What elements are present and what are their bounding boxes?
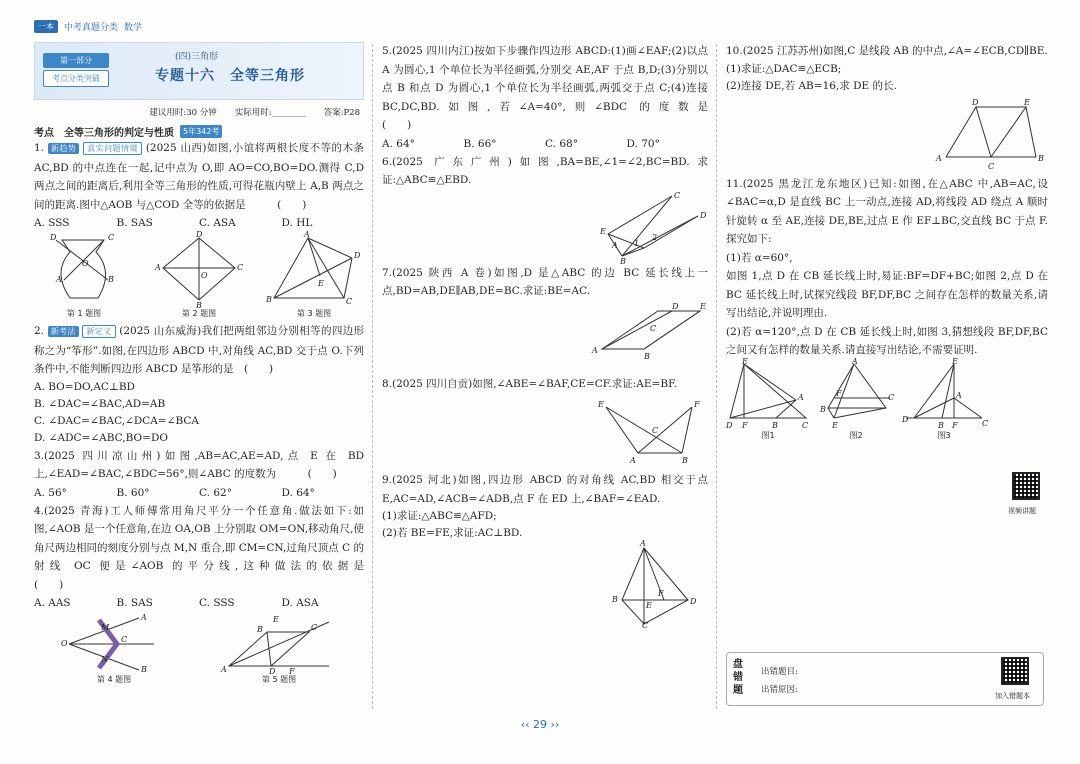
svg-text:A: A xyxy=(221,665,227,674)
option: A. 56° xyxy=(34,486,67,499)
svg-text:A: A xyxy=(141,613,147,622)
svg-text:C: C xyxy=(652,426,659,435)
figure-caption: 图3 xyxy=(937,430,951,440)
svg-text:A: A xyxy=(798,392,804,402)
top-bar xyxy=(34,18,142,34)
option: A. AAS xyxy=(34,597,71,609)
svg-text:A: A xyxy=(936,153,942,163)
figure-11-3 xyxy=(902,356,989,441)
svg-text:D: D xyxy=(269,667,276,676)
svg-text:B: B xyxy=(141,665,147,674)
question-11: 11.(2025 黑龙江龙东地区)已知:如图,在△ABC 中,AB=AC,设∠BAC=α,D 是直线 BC 上一动点,连接 AD,将线段 AD 绕点 A 顺时针旋转 α 至 AE,连接 DE,BE,过点 E 作 EF⊥BC,交直线 BC 于点 F.探究如下: xyxy=(726,177,1048,245)
q4-options xyxy=(34,594,364,612)
question-7: 7.(2025 陕西 A 卷)如图,D 是△ABC 的边 BC 延长线上一点,BD=AB,DE∥AB,DE=BC.求证:BE=AC. xyxy=(382,266,708,297)
svg-text:D: D xyxy=(196,230,203,239)
svg-text:A: A xyxy=(592,345,598,355)
figure-3 xyxy=(264,232,364,322)
figure-caption: 图2 xyxy=(849,430,863,440)
svg-text:C: C xyxy=(802,420,809,430)
svg-text:C: C xyxy=(888,392,895,402)
section-heading xyxy=(34,124,364,139)
svg-text:E: E xyxy=(273,615,279,624)
q11-part1-body: 如图 1,点 D 在 CB 延长线上时,易证:BF=DF+BC;如图 2,点 D 在 BC 延长线上时,试探究线段 BF,DF,BC 之间存在怎样的数量关系,请写出结论,并说明理由. xyxy=(726,270,1048,319)
error-box-label: 盘错题 xyxy=(733,659,743,696)
question-8: 8.(2025 四川自贡)如图,∠ABE=∠BAF,CE=CF.求证:AE=BF. xyxy=(382,377,678,390)
svg-text:2: 2 xyxy=(652,232,658,242)
angle-square-figure xyxy=(59,612,169,674)
svg-text:O: O xyxy=(82,259,89,268)
topic-subtitle: (四)三角形 xyxy=(175,52,219,62)
question-6: 6.(2025 广东广州)如图,BA=BE,∠1=∠2,BC=BD.求证:△ABC≌△EBD. xyxy=(382,155,708,186)
svg-text:C: C xyxy=(346,297,353,306)
svg-text:M: M xyxy=(101,623,110,632)
figure-1 xyxy=(34,232,134,322)
option: B. SAS xyxy=(116,217,153,229)
svg-text:B: B xyxy=(938,420,944,430)
option: B. 66° xyxy=(463,137,497,150)
rotation-figure-1 xyxy=(726,356,810,430)
figures-row-1 xyxy=(34,232,364,322)
topic-title: 专题十六 全等三角形 xyxy=(155,68,305,84)
svg-text:D: D xyxy=(354,251,361,260)
question-badge: 真实问题情境 xyxy=(83,142,142,155)
figure-caption: 第 4 题图 xyxy=(96,675,132,684)
rotation-figure-2 xyxy=(814,356,898,430)
option: D. 64° xyxy=(281,486,315,499)
svg-text:D: D xyxy=(50,233,57,242)
error-qr-label: 加入错题本 xyxy=(995,692,1030,700)
svg-text:B: B xyxy=(266,295,272,304)
svg-text:C: C xyxy=(237,263,244,272)
q8-figure xyxy=(382,393,708,471)
svg-text:1: 1 xyxy=(634,238,640,248)
error-record-box xyxy=(726,652,1044,706)
figures-row-2 xyxy=(34,612,364,685)
brand-logo: 一本 xyxy=(34,20,58,33)
section-badge: 5年342考 xyxy=(180,125,222,138)
question-3: 3.(2025 四川凉山州)如图,AB=AC,AE=AD,点 E 在 BD 上,∠EAD=∠BAC,∠BDC=56°,则∠ABC 的度数为 ( ) xyxy=(34,449,364,480)
question-part: (2)若 BE=FE,求证:AC⊥BD. xyxy=(382,527,523,539)
question-part: (1)求证:△DAC≌△ECB; xyxy=(726,62,842,75)
svg-text:A: A xyxy=(56,275,62,284)
q11-part2: (2)若 α=120°,点 D 在 CB 延长线上时,如图 3,猜想线段 BF,DF,BC 之间又有怎样的数量关系.请直接写出结论,不需要证明. xyxy=(726,325,1048,356)
error-reason-field: 出错原因: xyxy=(761,685,798,695)
question-10: 10.(2025 江苏苏州)如图,C 是线段 AB 的中点,∠A=∠ECB,CD∥BE. xyxy=(726,45,1048,57)
figure-caption: 图1 xyxy=(761,430,775,440)
svg-text:C: C xyxy=(311,623,318,632)
video-qr-label: 视频讲题 xyxy=(1008,507,1036,515)
question-badge: 新趋势 xyxy=(48,143,79,154)
svg-text:A: A xyxy=(852,356,858,366)
svg-text:C: C xyxy=(108,233,115,242)
column-divider xyxy=(372,44,373,709)
svg-text:A: A xyxy=(956,390,962,400)
svg-text:F: F xyxy=(289,667,295,676)
option: B. SAS xyxy=(116,597,153,609)
option: A. BO=DO,AC⊥BD xyxy=(34,380,135,393)
q11-part1: (1)若 α=60°, xyxy=(726,251,793,264)
rhombus-construction-figure xyxy=(219,612,339,674)
figure-4 xyxy=(59,612,169,685)
video-qr-code[interactable] xyxy=(1012,472,1040,500)
svg-text:C: C xyxy=(642,621,649,630)
svg-text:E: E xyxy=(318,279,324,288)
option: B. 60° xyxy=(116,486,150,499)
q9-parts xyxy=(382,508,708,542)
q5-options xyxy=(382,135,708,153)
question-text: (2025 山西)如图,小谊将两根长度不等的木条 AC,BD 的中点连在一起,记中点为 O,即 AO=CO,BO=DO.测得 C,D 两点之间的距离后,利用全等三角形的性质,可得花瓶内壁上 A,B 两点之间的距离.图中△AOB 与△COD 全等的依据是 ( ) xyxy=(34,142,365,211)
svg-text:D: D xyxy=(672,301,679,311)
figure-caption: 第 2 题图 xyxy=(181,309,217,318)
section-label: 考点 全等三角形的判定与性质 xyxy=(34,128,174,139)
svg-text:F: F xyxy=(694,400,700,409)
question-part: (2)连接 DE,若 AB=16,求 DE 的长. xyxy=(726,79,897,92)
q9-figure xyxy=(382,539,708,630)
svg-text:A: A xyxy=(155,263,161,272)
svg-text:A: A xyxy=(630,456,636,465)
option: D. 70° xyxy=(626,137,660,150)
svg-text:A: A xyxy=(640,539,646,548)
answer-page: 答案:P28 xyxy=(323,108,360,118)
actual-time: 实际用时:________ xyxy=(234,108,306,118)
svg-text:D: D xyxy=(972,97,979,107)
svg-text:A: A xyxy=(304,230,310,239)
topic-header xyxy=(34,42,364,100)
svg-text:D: D xyxy=(726,420,733,430)
svg-text:F: F xyxy=(742,420,748,430)
svg-text:B: B xyxy=(820,404,826,414)
option: C. 68° xyxy=(545,137,578,150)
series-name: 中考真题分类 xyxy=(64,22,119,33)
svg-text:E: E xyxy=(1024,97,1030,107)
svg-text:E: E xyxy=(832,420,838,430)
option: A. SSS xyxy=(34,217,70,229)
svg-text:C: C xyxy=(988,161,995,171)
error-question-field: 出错题目: xyxy=(761,667,798,677)
option: C. SSS xyxy=(199,597,235,609)
figure-5 xyxy=(219,612,339,685)
svg-text:B: B xyxy=(644,351,650,361)
question-1: 1. 新趋势 真实问题情境 (2025 山西)如图,小谊将两根长度不等的木条 AC,BD 的中点连在一起,记中点为 O,即 AO=CO,BO=DO.测得 C,D 两点之间的距离后,利用全等三角形的性质,可得花瓶内壁上 A,B 两点之间的距离.图中△AOB 与△COD 全等的依据是 ( ) xyxy=(34,142,365,211)
svg-text:E: E xyxy=(600,226,606,236)
svg-text:E: E xyxy=(700,301,706,311)
option: D. HL xyxy=(281,217,313,229)
svg-text:C: C xyxy=(121,635,128,644)
svg-text:D: D xyxy=(902,414,909,424)
column-right xyxy=(726,42,1048,441)
svg-text:F: F xyxy=(836,388,842,398)
option: B. ∠DAC=∠BAC,AD=AB xyxy=(34,397,166,410)
svg-text:B: B xyxy=(257,625,263,634)
question-badge: 新定义 xyxy=(82,325,115,338)
question-badge: 新考法 xyxy=(48,326,79,337)
option: C. 62° xyxy=(199,486,232,499)
q2-options xyxy=(34,379,364,447)
svg-text:F: F xyxy=(658,589,664,598)
svg-text:B: B xyxy=(108,275,114,284)
svg-text:O: O xyxy=(201,271,208,280)
option: D. ASA xyxy=(281,597,319,609)
timing-row xyxy=(34,106,364,118)
figure-caption: 第 3 题图 xyxy=(296,309,332,318)
svg-text:B: B xyxy=(772,420,778,430)
vase-figure xyxy=(34,232,134,308)
kite-figure xyxy=(149,232,249,308)
option: A. 64° xyxy=(382,137,415,150)
question-part: (1)求证:△ABC≌△AFD; xyxy=(382,510,497,522)
svg-text:B: B xyxy=(620,256,626,266)
suggested-time: 建议用时:30 分钟 xyxy=(149,108,217,118)
error-qr-code[interactable] xyxy=(1001,657,1029,685)
figure-caption: 第 1 题图 xyxy=(66,309,102,318)
svg-text:N: N xyxy=(101,655,108,664)
svg-text:B: B xyxy=(682,456,688,465)
triangle-figure xyxy=(264,232,364,308)
q6-figure xyxy=(382,190,708,264)
svg-text:B: B xyxy=(196,301,202,310)
question-2: 2. 新考法 新定义 (2025 山东威海)我们把两组邻边分别相等的四边形称之为“筝形”.如图,在四边形 ABCD 中,对角线 AC,BD 交于点 O.下列条件中,不能判断四边形 ABCD 是筝形的是 ( ) xyxy=(34,325,365,375)
part-tag xyxy=(43,53,109,89)
rotation-figure-3 xyxy=(902,356,989,430)
q3-options xyxy=(34,484,364,502)
option: C. ∠DAC=∠BAC,∠DCA=∠BCA xyxy=(34,414,200,427)
option: C. ASA xyxy=(199,217,236,229)
question-5: 5.(2025 四川内江)按如下步骤作四边形 ABCD:(1)画∠EAF;(2)以点 A 为圆心,1 个单位长为半径画弧,分别交 AE,AF 于点 B,D;(3)分别以点 B 和点 D 为圆心,1 个单位长为半径画弧,两弧交于点 C;(4)连接 BC,DC,BD.如图,若∠A=40°,则∠BDC 的度数是 ( ) xyxy=(382,45,824,131)
figure-2 xyxy=(149,232,249,322)
svg-text:B: B xyxy=(1038,153,1044,163)
question-4: 4.(2025 青海)工人师傅常用角尺平分一个任意角.做法如下:如图,∠AOB 是一个任意角,在边 OA,OB 上分别取 OM=ON,移动角尺,使角尺两边相同的刻度分别与点 M,N 重合,即 CM=CN,过角尺顶点 C 的射线 OC 便是∠AOB 的平分线,这种做法的依据是 ( ) xyxy=(34,504,564,591)
question-text: (2025 山东威海)我们把两组邻边分别相等的四边形称之为“筝形”.如图,在四边形 ABCD 中,对角线 AC,BD 交于点 O.下列条件中,不能判断四边形 ABCD 是筝形的是 ( ) xyxy=(34,325,365,375)
svg-text:E: E xyxy=(646,601,652,610)
svg-text:E: E xyxy=(598,400,604,409)
column-divider xyxy=(716,44,717,709)
svg-text:C: C xyxy=(674,190,681,200)
svg-text:D: D xyxy=(700,210,707,220)
svg-text:E: E xyxy=(742,356,748,366)
figure-11-1 xyxy=(726,356,810,441)
svg-text:D: D xyxy=(690,597,697,606)
figure-11-2 xyxy=(814,356,898,441)
option: D. ∠ADC=∠ABC,BO=DO xyxy=(34,431,168,444)
page-number: ‹‹ 29 ›› xyxy=(520,718,560,731)
q7-figure xyxy=(382,301,708,375)
q10-parts xyxy=(726,61,1048,95)
svg-text:E: E xyxy=(952,356,958,366)
figure-caption: 第 5 题图 xyxy=(261,675,297,684)
subject-name: 数学 xyxy=(124,22,143,33)
svg-text:C: C xyxy=(982,418,989,428)
svg-text:B: B xyxy=(612,595,618,604)
svg-text:A: A xyxy=(612,240,618,250)
q10-figure xyxy=(726,95,1048,175)
svg-text:F: F xyxy=(952,420,958,430)
question-9: 9.(2025 河北)如图,四边形 ABCD 的对角线 AC,BD 相交于点 E,AC=AD,∠ACB=∠ADB,点 F 在 ED 上,∠BAF=∠EAD. xyxy=(382,474,708,505)
svg-text:O: O xyxy=(61,639,68,648)
q11-figures xyxy=(726,356,989,441)
part-label: 第一部分 xyxy=(43,53,109,68)
svg-text:C: C xyxy=(650,323,657,333)
part-sub-label: 考点分类突破 xyxy=(43,70,109,87)
